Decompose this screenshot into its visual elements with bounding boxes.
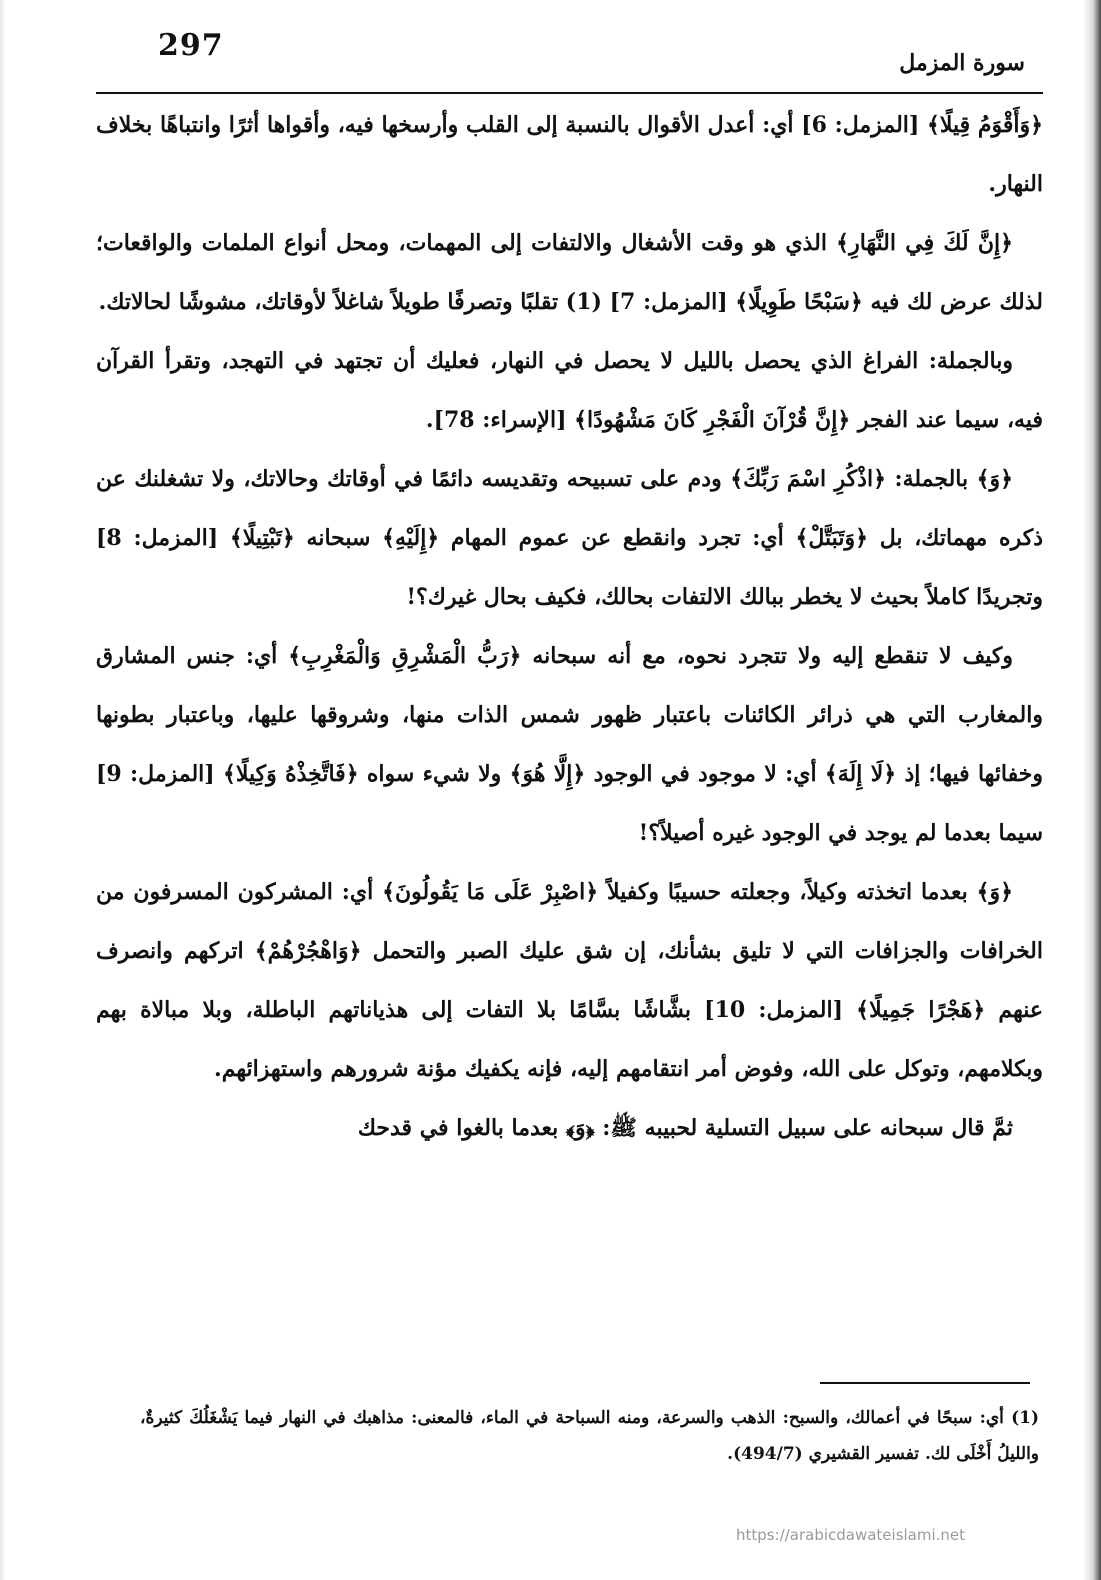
- paragraph-6: ﴿وَ﴾ بعدما اتخذته وكيلاً، وجعلته حسيبًا وكفيلاً ﴿اصْبِرْ عَلَى مَا يَقُولُونَ﴾ أي: المشركون المسرفون من الخرافات والجزافات التي لا تليق بشأنك، إن شق عليك الصبر والتحمل ﴿وَاهْجُرْهُمْ﴾ اتركهم وانصرف عنهم ﴿هَجْرًا جَمِيلًا﴾ [المزمل: 10] بشَّاشًا بسَّامًا بلا التفات إلى هذياناتهم الباطلة، وبلا مبالاة بهم وبكلامهم، وتوكل على الله، وفوض أمر انتقامهم إليه، فإنه يكفيك مؤنة شرورهم واستهزائهم.: [96, 879, 1043, 1082]
- page-number: 297: [158, 28, 224, 63]
- paragraph-4: ﴿وَ﴾ بالجملة: ﴿اذْكُرِ اسْمَ رَبِّكَ﴾ ودم على تسبيحه وتقديسه دائمًا في أوقاتك وحالاتك، ولا تشغلنك عن ذكره مهماتك، بل ﴿وَتَبَتَّلْ﴾ أي: تجرد وانقطع عن عموم المهام ﴿إِلَيْهِ﴾ سبحانه ﴿تَبْتِيلًا﴾ [المزمل: 8] وتجريدًا كاملاً بحيث لا يخطر ببالك الالتفات بحالك، فكيف بحال غيرك؟!: [96, 466, 1043, 610]
- surah-title: سورة المزمل: [899, 50, 1025, 76]
- body-text: [96, 96, 1043, 1158]
- paragraph-3: وبالجملة: الفراغ الذي يحصل بالليل لا يحصل في النهار، فعليك أن تجتهد في التهجد، وتقرأ القرآن فيه، سيما عند الفجر ﴿إِنَّ قُرْآنَ الْفَجْرِ كَانَ مَشْهُودًا﴾ [الإسراء: 78].: [96, 348, 1043, 433]
- header-rule: [96, 92, 1043, 94]
- paragraph-7: ثمَّ قال سبحانه على سبيل التسلية لحبيبه ﷺ: ﴿وَ﴾ بعدما بالغوا في قدحك: [357, 1115, 1013, 1141]
- scan-edge-right: [1061, 0, 1101, 1580]
- footnote: (1) أي: سبحًا في أعمالك، والسبح: الذهب والسرعة، ومنه السباحة في الماء، فالمعنى: مذاهبك في النهار فيما يَشْغَلُكَ كثيرةٌ، والليلُ أَخْلَى لك. تفسير القشيري (494/7).: [140, 1408, 1039, 1464]
- paragraph-1: ﴿وَأَقْوَمُ قِيلًا﴾ [المزمل: 6] أي: أعدل الأقوال بالنسبة إلى القلب وأرسخها فيه، وأقواها أثرًا وانتباهًا بخلاف النهار.: [96, 112, 1043, 197]
- paragraph-5: وكيف لا تنقطع إليه ولا تتجرد نحوه، مع أنه سبحانه ﴿رَبُّ الْمَشْرِقِ وَالْمَغْرِبِ﴾ أي: جنس المشارق والمغارب التي هي ذرائر الكائنات باعتبار ظهور شمس الذات منها، وشروقها عليها، وباعتبار بطونها وخفائها فيها؛ إذ ﴿لَا إِلَهَ﴾ أي: لا موجود في الوجود ﴿إِلَّا هُوَ﴾ ولا شيء سواه ﴿فَاتَّخِذْهُ وَكِيلًا﴾ [المزمل: 9] سيما بعدما لم يوجد في الوجود غيره أصيلاً؟!: [96, 643, 1043, 846]
- paragraph-2: ﴿إِنَّ لَكَ فِي النَّهَارِ﴾ الذي هو وقت الأشغال والالتفات إلى المهمات، ومحل أنواع الملمات والواقعات؛ لذلك عرض لك فيه ﴿سَبْحًا طَوِيلًا﴾ [المزمل: 7] (1) تقلبًا وتصرفًا طويلاً شاغلاً لأوقاتك، مشوشًا لحالاتك.: [96, 230, 1043, 315]
- watermark-url: https://arabicdawateislami.net: [736, 1526, 966, 1544]
- footnote-rule: [820, 1382, 1030, 1384]
- scan-edge-left: [0, 0, 6, 1580]
